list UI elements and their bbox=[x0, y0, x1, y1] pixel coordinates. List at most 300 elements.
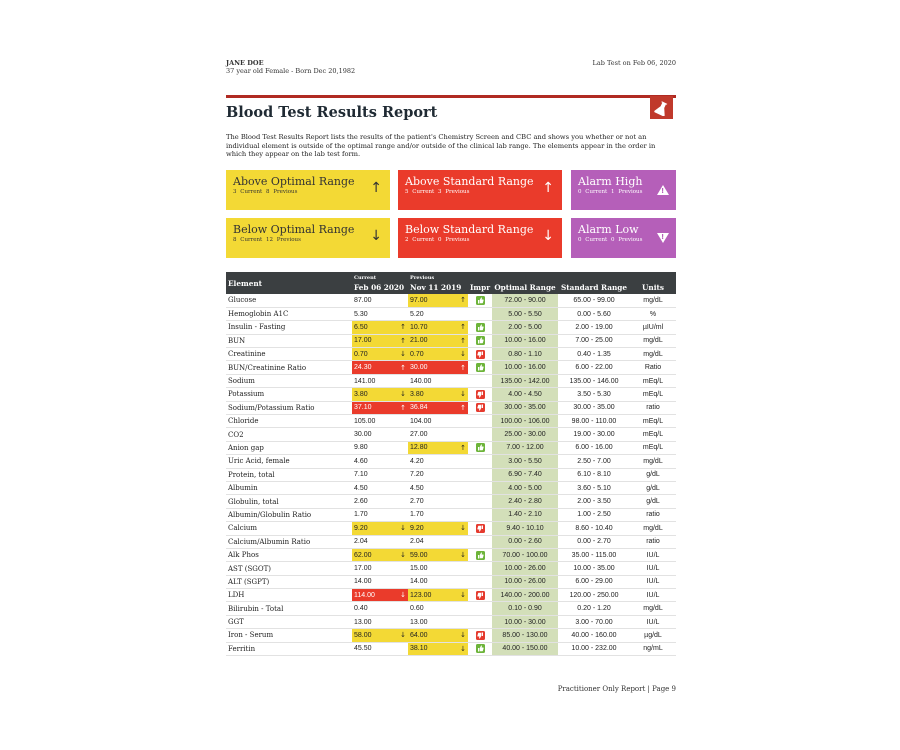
current-value bbox=[352, 361, 408, 374]
element-name: Insulin - Fasting bbox=[226, 321, 352, 334]
previous-value bbox=[408, 374, 468, 387]
current-value bbox=[352, 374, 408, 387]
below-optimal-label: Below Optimal Range bbox=[233, 223, 355, 236]
standard-range: 98.00 - 110.00 bbox=[558, 415, 630, 428]
current-value bbox=[352, 468, 408, 481]
previous-value-value: 9.20 bbox=[410, 524, 424, 532]
thumbs-down-icon bbox=[476, 403, 485, 412]
current-value-value: 0.40 bbox=[354, 605, 368, 613]
previous-value-arrow-icon: ↓ bbox=[460, 631, 466, 640]
previous-value-value: 97.00 bbox=[410, 296, 428, 304]
current-value bbox=[352, 428, 408, 441]
units: Ratio bbox=[630, 361, 676, 374]
col-previous-small: Previous bbox=[408, 272, 468, 281]
current-value-arrow-icon: ↓ bbox=[400, 551, 406, 560]
current-value-value: 5.30 bbox=[354, 310, 368, 318]
units: IU/L bbox=[630, 615, 676, 628]
table-row bbox=[226, 615, 676, 628]
current-value-value: 24.30 bbox=[354, 364, 372, 372]
table-row bbox=[226, 307, 676, 320]
units: µIU/ml bbox=[630, 321, 676, 334]
element-name: Glucose bbox=[226, 294, 352, 307]
standard-range: 3.60 - 5.10 bbox=[558, 481, 630, 494]
units: mg/dL bbox=[630, 348, 676, 361]
element-name: CO2 bbox=[226, 428, 352, 441]
current-value-arrow-icon: ↓ bbox=[400, 390, 406, 399]
improvement bbox=[468, 307, 492, 320]
optimal-range: 2.00 - 5.00 bbox=[492, 321, 558, 334]
previous-value bbox=[408, 348, 468, 361]
element-name: Albumin bbox=[226, 481, 352, 494]
optimal-range: 10.00 - 26.00 bbox=[492, 575, 558, 588]
standard-range: 8.60 - 10.40 bbox=[558, 522, 630, 535]
current-value bbox=[352, 388, 408, 401]
improvement bbox=[468, 535, 492, 548]
element-name: Potassium bbox=[226, 388, 352, 401]
element-name: Alk Phos bbox=[226, 548, 352, 561]
units: ratio bbox=[630, 401, 676, 414]
units: mEq/L bbox=[630, 415, 676, 428]
improvement bbox=[468, 334, 492, 347]
previous-value-value: 30.00 bbox=[410, 364, 428, 372]
optimal-range: 72.00 - 90.00 bbox=[492, 294, 558, 307]
lab-test-date: Lab Test on Feb 06, 2020 bbox=[592, 59, 676, 67]
previous-value bbox=[408, 401, 468, 414]
current-value bbox=[352, 455, 408, 468]
alarm-high-box bbox=[571, 170, 676, 210]
table-row bbox=[226, 348, 676, 361]
previous-value-value: 123.00 bbox=[410, 591, 432, 599]
previous-value bbox=[408, 441, 468, 454]
improvement bbox=[468, 615, 492, 628]
table-row bbox=[226, 481, 676, 494]
optimal-range: 4.00 - 5.00 bbox=[492, 481, 558, 494]
thumbs-down-icon bbox=[476, 390, 485, 399]
previous-value-value: 64.00 bbox=[410, 631, 428, 639]
col-previous: Nov 11 2019 bbox=[408, 281, 468, 294]
above-standard-box bbox=[398, 170, 562, 210]
units: g/dL bbox=[630, 468, 676, 481]
units: mg/dL bbox=[630, 334, 676, 347]
element-name: Albumin/Globulin Ratio bbox=[226, 508, 352, 521]
standard-range: 0.00 - 2.70 bbox=[558, 535, 630, 548]
current-value-value: 37.10 bbox=[354, 404, 372, 412]
improvement bbox=[468, 468, 492, 481]
previous-value-arrow-icon: ↓ bbox=[460, 524, 466, 533]
units: mg/dL bbox=[630, 455, 676, 468]
improvement bbox=[468, 642, 492, 655]
current-value-arrow-icon: ↓ bbox=[400, 631, 406, 640]
col-current: Feb 06 2020 bbox=[352, 281, 408, 294]
thumbs-down-icon bbox=[476, 591, 485, 600]
previous-value-arrow-icon: ↑ bbox=[460, 323, 466, 332]
element-name: Chloride bbox=[226, 415, 352, 428]
optimal-range: 135.00 - 142.00 bbox=[492, 374, 558, 387]
current-value-value: 9.80 bbox=[354, 444, 368, 452]
previous-value-value: 2.04 bbox=[410, 538, 424, 546]
col-optimal: Optimal Range bbox=[492, 281, 558, 294]
previous-value-value: 14.00 bbox=[410, 578, 428, 586]
current-value-arrow-icon: ↓ bbox=[400, 591, 406, 600]
thumbs-up-icon bbox=[476, 336, 485, 345]
optimal-range: 7.00 - 12.00 bbox=[492, 441, 558, 454]
current-value-value: 87.00 bbox=[354, 296, 372, 304]
col-units: Units bbox=[630, 281, 676, 294]
improvement bbox=[468, 495, 492, 508]
standard-range: 0.20 - 1.20 bbox=[558, 602, 630, 615]
optimal-range: 40.00 - 150.00 bbox=[492, 642, 558, 655]
units: IU/L bbox=[630, 575, 676, 588]
previous-value bbox=[408, 428, 468, 441]
current-value bbox=[352, 321, 408, 334]
element-name: Bilirubin - Total bbox=[226, 602, 352, 615]
flask-icon bbox=[650, 96, 673, 119]
units: g/dL bbox=[630, 495, 676, 508]
standard-range: 2.00 - 3.50 bbox=[558, 495, 630, 508]
current-value-value: 2.60 bbox=[354, 498, 368, 506]
standard-range: 6.00 - 16.00 bbox=[558, 441, 630, 454]
previous-value bbox=[408, 508, 468, 521]
previous-value bbox=[408, 294, 468, 307]
current-value-arrow-icon: ↑ bbox=[400, 403, 406, 412]
table-row bbox=[226, 548, 676, 561]
improvement bbox=[468, 548, 492, 561]
previous-value-value: 36.84 bbox=[410, 404, 428, 412]
current-value bbox=[352, 589, 408, 602]
above-optimal-counts: 3 Current 8 Previous bbox=[233, 189, 298, 195]
element-name: Hemoglobin A1C bbox=[226, 307, 352, 320]
col-element: Element bbox=[226, 272, 352, 294]
current-value-value: 141.00 bbox=[354, 377, 376, 385]
previous-value-value: 0.70 bbox=[410, 350, 424, 358]
previous-value-value: 104.00 bbox=[410, 417, 432, 425]
below-optimal-counts: 8 Current 12 Previous bbox=[233, 237, 301, 243]
previous-value-value: 12.80 bbox=[410, 444, 428, 452]
units: IU/L bbox=[630, 562, 676, 575]
previous-value-arrow-icon: ↑ bbox=[460, 296, 466, 305]
col-current-small: Current bbox=[352, 272, 408, 281]
current-value bbox=[352, 508, 408, 521]
previous-value-value: 5.20 bbox=[410, 310, 424, 318]
units: IU/L bbox=[630, 589, 676, 602]
warning-icon bbox=[657, 185, 669, 195]
current-value bbox=[352, 615, 408, 628]
previous-value bbox=[408, 562, 468, 575]
table-row bbox=[226, 455, 676, 468]
previous-value bbox=[408, 481, 468, 494]
previous-value-arrow-icon: ↑ bbox=[460, 363, 466, 372]
alarm-high-label: Alarm High bbox=[578, 175, 643, 188]
table-row bbox=[226, 321, 676, 334]
units: mEq/L bbox=[630, 388, 676, 401]
thumbs-up-icon bbox=[476, 296, 485, 305]
optimal-range: 10.00 - 26.00 bbox=[492, 562, 558, 575]
optimal-range: 30.00 - 35.00 bbox=[492, 401, 558, 414]
arrow-down-icon: ↓ bbox=[370, 228, 382, 244]
previous-value bbox=[408, 307, 468, 320]
optimal-range: 85.00 - 130.00 bbox=[492, 629, 558, 642]
improvement bbox=[468, 428, 492, 441]
table-row bbox=[226, 522, 676, 535]
element-name: GGT bbox=[226, 615, 352, 628]
previous-value bbox=[408, 602, 468, 615]
improvement bbox=[468, 575, 492, 588]
alarm-high-counts: 0 Current 1 Previous bbox=[578, 189, 643, 195]
improvement bbox=[468, 455, 492, 468]
previous-value bbox=[408, 468, 468, 481]
optimal-range: 4.00 - 4.50 bbox=[492, 388, 558, 401]
units: ratio bbox=[630, 508, 676, 521]
current-value-value: 9.20 bbox=[354, 524, 368, 532]
previous-value-arrow-icon: ↓ bbox=[460, 591, 466, 600]
improvement bbox=[468, 374, 492, 387]
current-value-value: 58.00 bbox=[354, 631, 372, 639]
thumbs-up-icon bbox=[476, 323, 485, 332]
units: mg/dL bbox=[630, 522, 676, 535]
optimal-range: 5.00 - 5.50 bbox=[492, 307, 558, 320]
table-row bbox=[226, 441, 676, 454]
improvement bbox=[468, 522, 492, 535]
element-name: Ferritin bbox=[226, 642, 352, 655]
page-title: Blood Test Results Report bbox=[226, 104, 438, 121]
current-value-value: 62.00 bbox=[354, 551, 372, 559]
improvement bbox=[468, 562, 492, 575]
optimal-range: 6.90 - 7.40 bbox=[492, 468, 558, 481]
current-value bbox=[352, 307, 408, 320]
optimal-range: 10.00 - 16.00 bbox=[492, 361, 558, 374]
improvement bbox=[468, 602, 492, 615]
standard-range: 40.00 - 160.00 bbox=[558, 629, 630, 642]
previous-value-arrow-icon: ↓ bbox=[460, 551, 466, 560]
arrow-up-icon: ↑ bbox=[542, 180, 554, 196]
page-footer: Practitioner Only Report | Page 9 bbox=[557, 685, 676, 693]
below-optimal-box bbox=[226, 218, 390, 258]
current-value bbox=[352, 441, 408, 454]
previous-value bbox=[408, 334, 468, 347]
standard-range: 10.00 - 232.00 bbox=[558, 642, 630, 655]
table-row bbox=[226, 468, 676, 481]
current-value-value: 1.70 bbox=[354, 511, 368, 519]
element-name: Iron - Serum bbox=[226, 629, 352, 642]
previous-value-value: 4.50 bbox=[410, 484, 424, 492]
table-row bbox=[226, 508, 676, 521]
element-name: Anion gap bbox=[226, 441, 352, 454]
summary-boxes bbox=[226, 170, 676, 272]
table-row bbox=[226, 602, 676, 615]
previous-value bbox=[408, 589, 468, 602]
patient-details: 37 year old Female - Born Dec 20,1982 bbox=[226, 66, 356, 75]
units: ng/mL bbox=[630, 642, 676, 655]
current-value-value: 2.04 bbox=[354, 538, 368, 546]
current-value bbox=[352, 562, 408, 575]
optimal-range: 3.00 - 5.50 bbox=[492, 455, 558, 468]
element-name: BUN/Creatinine Ratio bbox=[226, 361, 352, 374]
current-value-value: 3.80 bbox=[354, 390, 368, 398]
previous-value-arrow-icon: ↓ bbox=[460, 350, 466, 359]
table-row bbox=[226, 388, 676, 401]
previous-value-arrow-icon: ↑ bbox=[460, 443, 466, 452]
optimal-range: 0.10 - 0.90 bbox=[492, 602, 558, 615]
previous-value-value: 7.20 bbox=[410, 471, 424, 479]
improvement bbox=[468, 348, 492, 361]
above-optimal-box bbox=[226, 170, 390, 210]
table-row bbox=[226, 562, 676, 575]
previous-value-value: 140.00 bbox=[410, 377, 432, 385]
table-row bbox=[226, 642, 676, 655]
current-value-arrow-icon: ↓ bbox=[400, 350, 406, 359]
arrow-down-icon: ↓ bbox=[542, 228, 554, 244]
previous-value-arrow-icon: ↓ bbox=[460, 390, 466, 399]
table-row bbox=[226, 428, 676, 441]
standard-range: 19.00 - 30.00 bbox=[558, 428, 630, 441]
previous-value bbox=[408, 535, 468, 548]
patient-info bbox=[226, 60, 355, 75]
current-value bbox=[352, 348, 408, 361]
previous-value bbox=[408, 548, 468, 561]
previous-value-value: 38.10 bbox=[410, 645, 428, 653]
optimal-range: 1.40 - 2.10 bbox=[492, 508, 558, 521]
patient-name: JANE DOE bbox=[226, 59, 264, 67]
below-standard-label: Below Standard Range bbox=[405, 223, 534, 236]
optimal-range: 70.00 - 100.00 bbox=[492, 548, 558, 561]
element-name: Uric Acid, female bbox=[226, 455, 352, 468]
current-value bbox=[352, 602, 408, 615]
current-value bbox=[352, 629, 408, 642]
thumbs-down-icon bbox=[476, 350, 485, 359]
standard-range: 7.00 - 25.00 bbox=[558, 334, 630, 347]
previous-value bbox=[408, 361, 468, 374]
warning-down-icon bbox=[657, 233, 669, 243]
alarm-low-label: Alarm Low bbox=[578, 223, 639, 236]
units: mg/dL bbox=[630, 294, 676, 307]
current-value-arrow-icon: ↓ bbox=[400, 524, 406, 533]
standard-range: 120.00 - 250.00 bbox=[558, 589, 630, 602]
alarm-low-counts: 0 Current 0 Previous bbox=[578, 237, 643, 243]
previous-value-value: 59.00 bbox=[410, 551, 428, 559]
improvement bbox=[468, 589, 492, 602]
element-name: Calcium/Albumin Ratio bbox=[226, 535, 352, 548]
previous-value-value: 3.80 bbox=[410, 390, 424, 398]
current-value-arrow-icon: ↑ bbox=[400, 363, 406, 372]
intro-text: The Blood Test Results Report lists the results of the patient's Chemistry Screen and CBC and shows you whether or not an individual element is outside of the optimal range and/or outside of the clinical lab range. The elements appear in the order in which they appear on the lab test form. bbox=[226, 133, 656, 159]
element-name: Sodium/Potassium Ratio bbox=[226, 401, 352, 414]
previous-value bbox=[408, 388, 468, 401]
element-name: Creatinine bbox=[226, 348, 352, 361]
current-value-value: 7.10 bbox=[354, 471, 368, 479]
current-value-value: 6.50 bbox=[354, 323, 368, 331]
col-impr: Impr bbox=[470, 283, 491, 292]
table-row bbox=[226, 415, 676, 428]
current-value bbox=[352, 294, 408, 307]
current-value bbox=[352, 575, 408, 588]
optimal-range: 10.00 - 16.00 bbox=[492, 334, 558, 347]
element-name: Globulin, total bbox=[226, 495, 352, 508]
previous-value bbox=[408, 629, 468, 642]
optimal-range: 10.00 - 30.00 bbox=[492, 615, 558, 628]
current-value-value: 45.50 bbox=[354, 645, 372, 653]
current-value-value: 30.00 bbox=[354, 431, 372, 439]
above-optimal-label: Above Optimal Range bbox=[233, 175, 355, 188]
thumbs-up-icon bbox=[476, 551, 485, 560]
thumbs-up-icon bbox=[476, 644, 485, 653]
element-name: BUN bbox=[226, 334, 352, 347]
previous-value-value: 10.70 bbox=[410, 323, 428, 331]
previous-value bbox=[408, 455, 468, 468]
table-row bbox=[226, 575, 676, 588]
table-row bbox=[226, 495, 676, 508]
optimal-range: 2.40 - 2.80 bbox=[492, 495, 558, 508]
current-value bbox=[352, 481, 408, 494]
units: mEq/L bbox=[630, 441, 676, 454]
standard-range: 35.00 - 115.00 bbox=[558, 548, 630, 561]
table-row bbox=[226, 334, 676, 347]
previous-value bbox=[408, 321, 468, 334]
current-value-value: 14.00 bbox=[354, 578, 372, 586]
current-value-value: 13.00 bbox=[354, 618, 372, 626]
improvement bbox=[468, 415, 492, 428]
standard-range: 1.00 - 2.50 bbox=[558, 508, 630, 521]
alarm-low-box bbox=[571, 218, 676, 258]
improvement bbox=[468, 321, 492, 334]
table-row bbox=[226, 629, 676, 642]
improvement bbox=[468, 294, 492, 307]
table-row bbox=[226, 374, 676, 387]
element-name: LDH bbox=[226, 589, 352, 602]
element-name: ALT (SGPT) bbox=[226, 575, 352, 588]
table-row bbox=[226, 535, 676, 548]
units: mEq/L bbox=[630, 374, 676, 387]
units: IU/L bbox=[630, 548, 676, 561]
current-value bbox=[352, 401, 408, 414]
improvement bbox=[468, 481, 492, 494]
standard-range: 6.10 - 8.10 bbox=[558, 468, 630, 481]
table-row bbox=[226, 294, 676, 307]
previous-value bbox=[408, 575, 468, 588]
current-value bbox=[352, 535, 408, 548]
current-value bbox=[352, 642, 408, 655]
standard-range: 0.00 - 5.60 bbox=[558, 307, 630, 320]
current-value-value: 114.00 bbox=[354, 591, 375, 599]
optimal-range: 9.40 - 10.10 bbox=[492, 522, 558, 535]
above-standard-counts: 5 Current 3 Previous bbox=[405, 189, 470, 195]
previous-value-arrow-icon: ↑ bbox=[460, 403, 466, 412]
standard-range: 2.50 - 7.00 bbox=[558, 455, 630, 468]
standard-range: 2.00 - 19.00 bbox=[558, 321, 630, 334]
previous-value-arrow-icon: ↑ bbox=[460, 336, 466, 345]
current-value-value: 4.60 bbox=[354, 457, 368, 465]
previous-value bbox=[408, 642, 468, 655]
optimal-range: 25.00 - 30.00 bbox=[492, 428, 558, 441]
table-row bbox=[226, 401, 676, 414]
standard-range: 30.00 - 35.00 bbox=[558, 401, 630, 414]
optimal-range: 140.00 - 200.00 bbox=[492, 589, 558, 602]
improvement bbox=[468, 388, 492, 401]
element-name: Calcium bbox=[226, 522, 352, 535]
units: mEq/L bbox=[630, 428, 676, 441]
previous-value bbox=[408, 615, 468, 628]
standard-range: 65.00 - 99.00 bbox=[558, 294, 630, 307]
previous-value bbox=[408, 522, 468, 535]
units: mg/dL bbox=[630, 602, 676, 615]
thumbs-down-icon bbox=[476, 631, 485, 640]
units: ratio bbox=[630, 535, 676, 548]
previous-value-value: 2.70 bbox=[410, 498, 424, 506]
previous-value-value: 15.00 bbox=[410, 565, 428, 572]
current-value-value: 17.00 bbox=[354, 337, 372, 345]
standard-range: 3.00 - 70.00 bbox=[558, 615, 630, 628]
col-standard: Standard Range bbox=[558, 281, 630, 294]
thumbs-up-icon bbox=[476, 443, 485, 452]
